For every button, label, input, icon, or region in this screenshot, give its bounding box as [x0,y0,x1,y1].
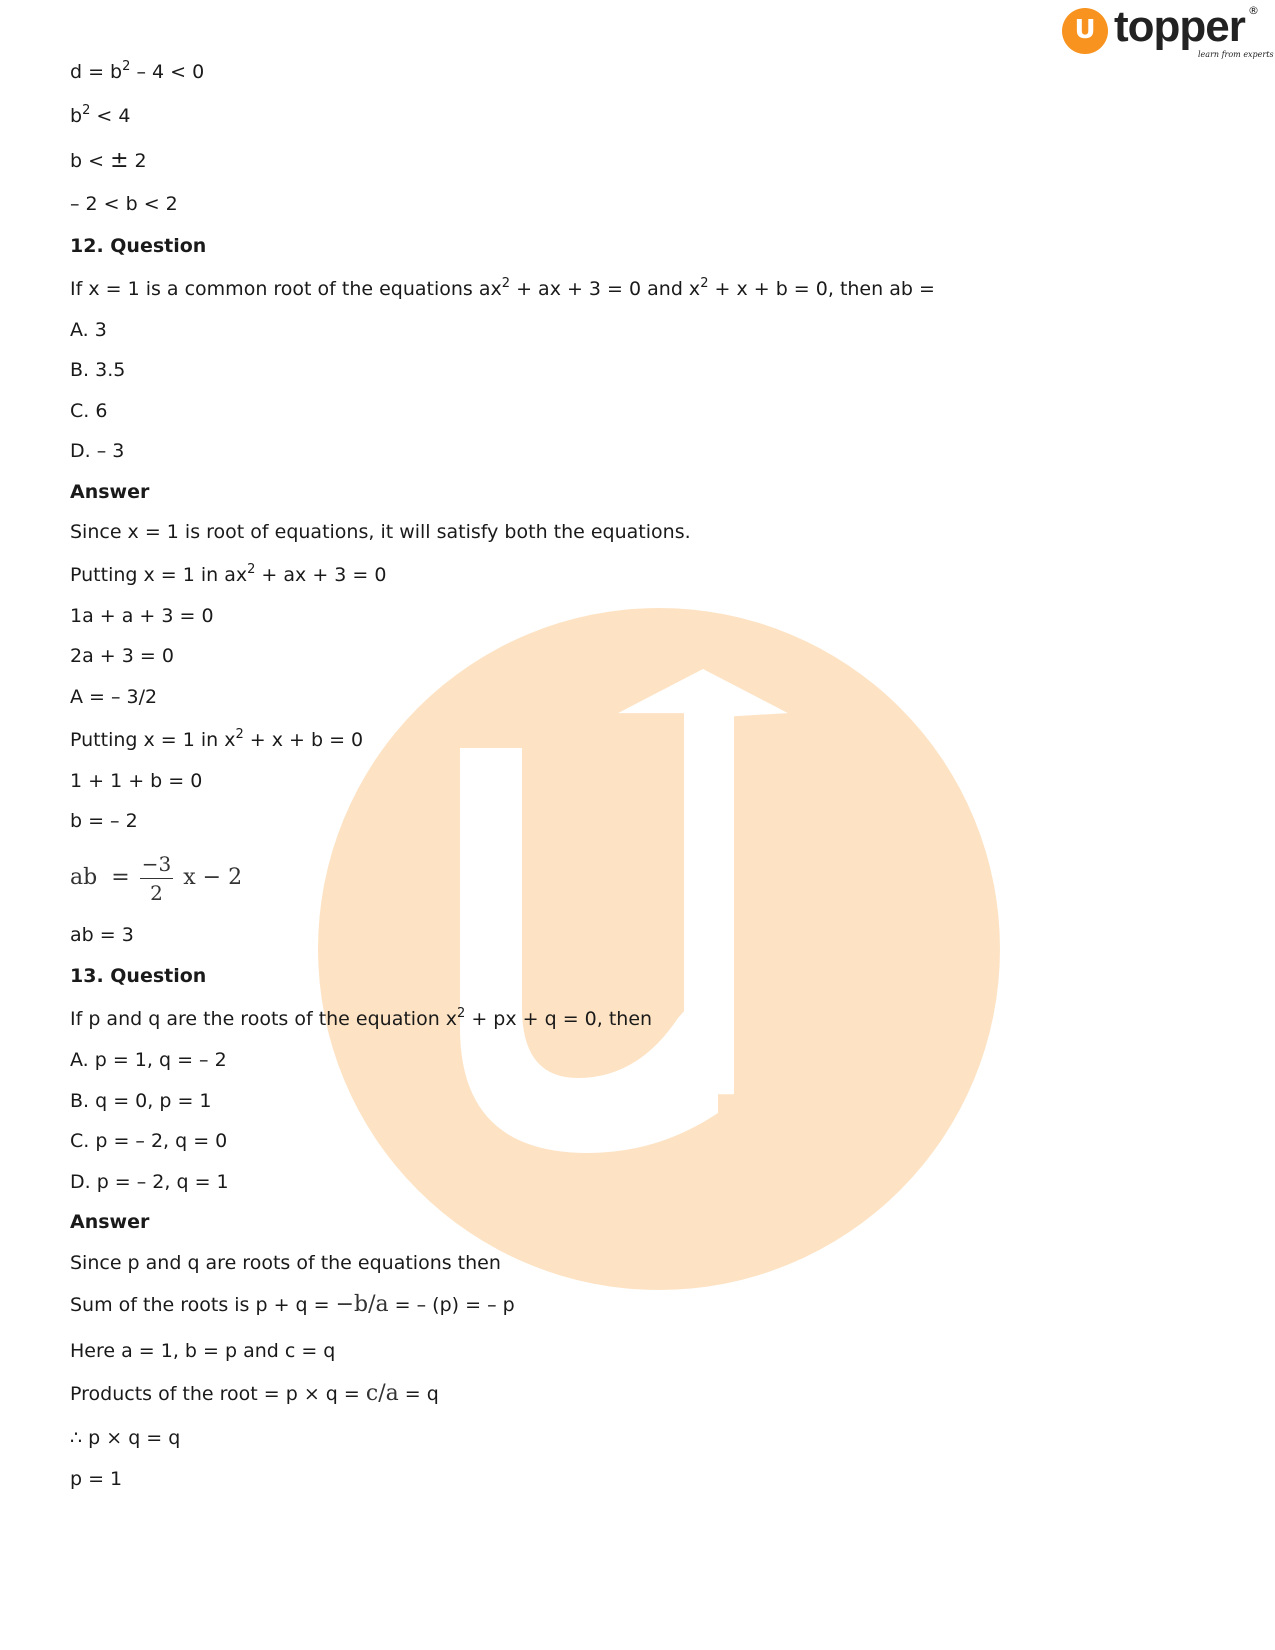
answer-line: ab = 3 [70,924,134,946]
answer-line: Putting x = 1 in $x^2 + x + b = 0$ [70,727,364,751]
answer-line: Products of the root = p × q = c/a = q [70,1381,439,1406]
answer-line: A = – 3/2 [70,686,158,708]
answer-line: Since x = 1 is root of equations, it will satisfy both the equations. [70,521,691,543]
math-line: $b^2 < 4$ [70,103,131,127]
question-heading: 12. Question [70,235,207,257]
option-d: D. – 3 [70,440,125,462]
answer-line: Putting x = 1 in $ax^2$ + ax + 3 = 0 [70,562,387,586]
answer-line: Sum of the roots is p + q = −b/a = – (p) = – p [70,1292,515,1317]
watermark-u-arrow-icon [318,608,1000,1290]
topper-logo-wordmark: topper [1114,2,1245,51]
math-line: – 2 < b < 2 [70,193,178,215]
math-fraction-line: ab = $\frac{-3}{2}$ x − 2 [70,852,243,905]
math-line: $d = b^2 - 4 < 0$ [70,59,205,83]
question-text: If p and q are the roots of the equation $x^2$ + px + q = 0, then [70,1006,653,1030]
answer-line: ∴ p × q = q [70,1427,181,1449]
question-heading: 13. Question [70,965,207,987]
option-c: C. 6 [70,400,108,422]
answer-line: 1a + a + 3 = 0 [70,605,214,627]
answer-heading: Answer [70,481,150,503]
fraction: $\frac{-3}{2}$ [141,852,172,905]
math-line: b < ± 2 [70,148,147,173]
answer-line: Since p and q are roots of the equations then [70,1252,501,1274]
answer-line: p = 1 [70,1468,123,1490]
registered-mark: ® [1248,4,1259,17]
topper-logo[interactable] [1062,2,1274,62]
answer-line: b = – 2 [70,810,138,832]
option-a: A. p = 1, q = – 2 [70,1049,227,1071]
option-b: B. 3.5 [70,359,126,381]
question-text: If x = 1 is a common root of the equations $ax^2$ + ax + 3 = 0 and $x^2 + x + b = 0$, then ab = [70,276,935,300]
topper-logo-tagline: learn from experts [1198,50,1274,59]
option-d: D. p = – 2, q = 1 [70,1171,229,1193]
option-b: B. q = 0, p = 1 [70,1090,212,1112]
option-c: C. p = – 2, q = 0 [70,1130,228,1152]
topper-logo-icon: U [1062,8,1108,54]
option-a: A. 3 [70,319,107,341]
answer-heading: Answer [70,1211,150,1233]
answer-line: Here a = 1, b = p and c = q [70,1340,336,1362]
watermark-logo [318,608,1000,1290]
answer-line: 2a + 3 = 0 [70,645,174,667]
answer-line: 1 + 1 + b = 0 [70,770,203,792]
